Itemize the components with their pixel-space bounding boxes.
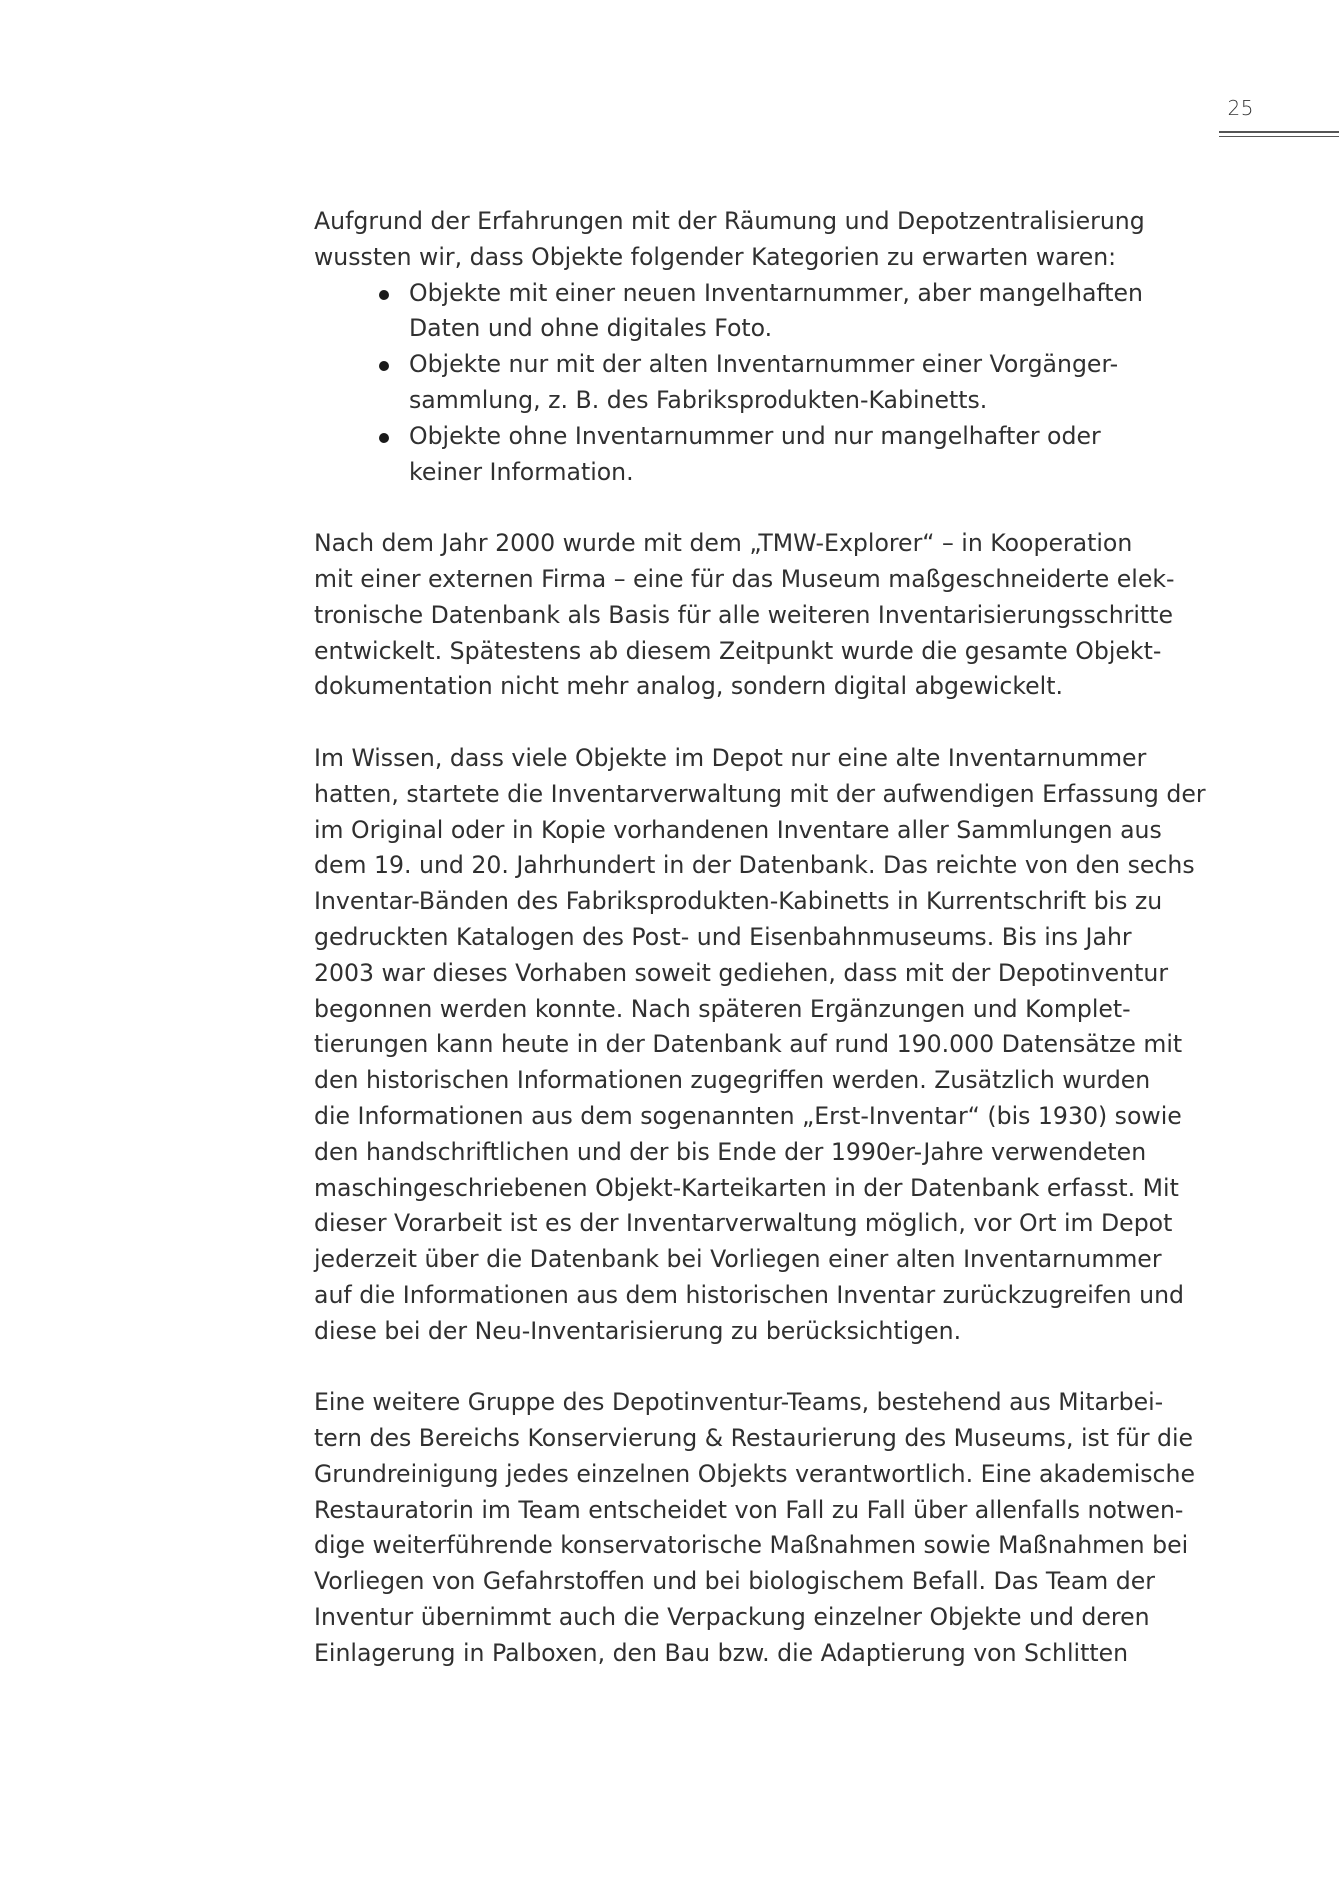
page-number: 25 [1227, 96, 1254, 120]
paragraph-restoration-team [314, 1385, 1194, 1671]
text-line: dem 19. und 20. Jahrhundert in der Datenbank. Das reichte von den sechs [314, 851, 1195, 880]
paragraph-gap [314, 705, 1194, 741]
bullet-icon [379, 433, 389, 443]
paragraph-gap [314, 490, 1194, 526]
text-line: dige weiterführende konservatorische Maßnahmen sowie Maßnahmen bei [314, 1531, 1189, 1560]
text-line: maschingeschriebenen Objekt-Karteikarten in der Datenbank erfasst. Mit [314, 1173, 1179, 1202]
text-line: Daten und ohne digitales Foto. [409, 314, 773, 343]
bullet-icon [379, 290, 389, 300]
text-line: Objekte nur mit der alten Inventarnummer einer Vorgänger- [409, 350, 1119, 379]
paragraph-gap [314, 1350, 1194, 1386]
body-text [314, 204, 1206, 1672]
text-line: Objekte ohne Inventarnummer und nur mangelhafter oder [409, 421, 1101, 450]
text-line: mit einer externen Firma – eine für das Museum maßgeschneiderte elek- [314, 564, 1175, 593]
text-line: Inventar-Bänden des Fabriksprodukten-Kabinetts in Kurrentschrift bis zu [314, 887, 1163, 916]
text-line: Objekte mit einer neuen Inventarnummer, aber mangelhaften [409, 278, 1144, 307]
text-line: jederzeit über die Datenbank bei Vorliegen einer alten Inventarnummer [314, 1245, 1162, 1274]
text-line: diese bei der Neu-Inventarisierung zu berücksichtigen. [314, 1316, 962, 1345]
text-line: dieser Vorarbeit ist es der Inventarverwaltung möglich, vor Ort im Depot [314, 1209, 1173, 1238]
text-line: Inventur übernimmt auch die Verpackung einzelner Objekte und deren [314, 1603, 1150, 1632]
text-line: dokumentation nicht mehr analog, sondern digital abgewickelt. [314, 672, 1063, 701]
text-line: auf die Informationen aus dem historischen Inventar zurückzugreifen und [314, 1280, 1185, 1309]
text-line: gedruckten Katalogen des Post- und Eisenbahnmuseums. Bis ins Jahr [314, 922, 1132, 951]
text-line: die Informationen aus dem sogenannten „Erst-Inventar“ (bis 1930) sowie [314, 1101, 1182, 1130]
bullet-list [314, 276, 1194, 491]
text-line: entwickelt. Spätestens ab diesem Zeitpunkt wurde die gesamte Objekt- [314, 636, 1162, 665]
list-item [409, 276, 1194, 348]
text-line: tierungen kann heute in der Datenbank auf rund 190.000 Datensätze mit [314, 1030, 1183, 1059]
paragraph-inventory [314, 741, 1206, 1350]
text-line: keiner Information. [409, 457, 634, 486]
paragraph-tmw-explorer [314, 526, 1194, 705]
text-line: Vorliegen von Gefahrstoffen und bei biologischem Befall. Das Team der [314, 1567, 1155, 1596]
intro-paragraph [314, 204, 1194, 276]
text-line: im Original oder in Kopie vorhandenen Inventare aller Sammlungen aus [314, 815, 1162, 844]
text-line: sammlung, z. B. des Fabriksprodukten-Kabinetts. [409, 385, 988, 414]
text-line: tern des Bereichs Konservierung & Restaurierung des Museums, ist für die [314, 1424, 1194, 1453]
text-line: Im Wissen, dass viele Objekte im Depot nur eine alte Inventarnummer [314, 743, 1147, 772]
text-line: Eine weitere Gruppe des Depotinventur-Teams, bestehend aus Mitarbei- [314, 1388, 1164, 1417]
text-line: Einlagerung in Palboxen, den Bau bzw. die Adaptierung von Schlitten [314, 1638, 1129, 1667]
text-line: Restauratorin im Team entscheidet von Fall zu Fall über allenfalls notwen- [314, 1495, 1184, 1524]
text-line: wussten wir, dass Objekte folgender Kategorien zu erwarten waren: [314, 242, 1117, 271]
bullet-icon [379, 361, 389, 371]
header-rule-thin [1219, 136, 1339, 137]
text-line: tronische Datenbank als Basis für alle weiteren Inventarisierungsschritte [314, 600, 1173, 629]
text-line: Grundreinigung jedes einzelnen Objekts verantwortlich. Eine akademische [314, 1459, 1195, 1488]
header-rule [1219, 131, 1339, 133]
text-line: den historischen Informationen zugegriffen werden. Zusätzlich wurden [314, 1066, 1151, 1095]
list-item [409, 347, 1194, 419]
text-line: hatten, startete die Inventarverwaltung mit der aufwendigen Erfassung der [314, 779, 1206, 808]
text-line: begonnen werden konnte. Nach späteren Ergänzungen und Komplet- [314, 994, 1131, 1023]
text-line: Nach dem Jahr 2000 wurde mit dem „TMW-Explorer“ – in Kooperation [314, 529, 1133, 558]
text-line: Aufgrund der Erfahrungen mit der Räumung und Depotzentralisierung [314, 207, 1145, 235]
text-line: 2003 war dieses Vorhaben soweit gediehen, dass mit der Depotinventur [314, 958, 1169, 987]
text-line: den handschriftlichen und der bis Ende der 1990er-Jahre verwendeten [314, 1137, 1147, 1166]
list-item [409, 419, 1194, 491]
